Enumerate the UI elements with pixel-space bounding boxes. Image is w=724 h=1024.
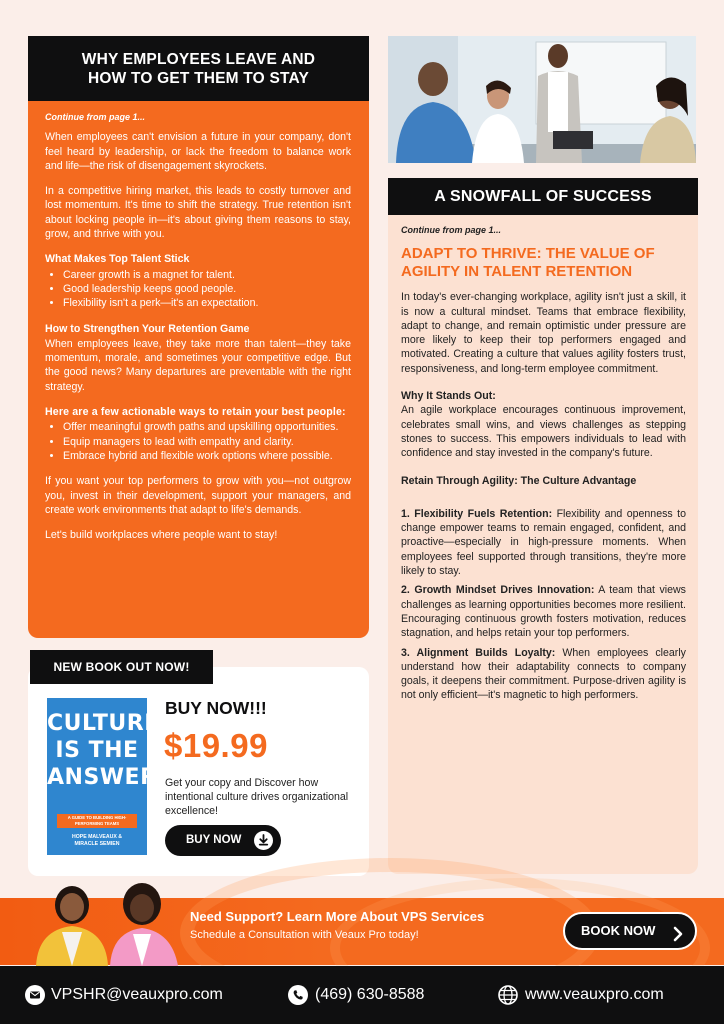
section-title: How to Strengthen Your Retention Game [45, 322, 250, 335]
continue-note: Continue from page 1... [401, 225, 502, 235]
website-link[interactable]: www.veauxpro.com [525, 986, 664, 1003]
book-now-button[interactable] [563, 912, 697, 950]
list-item: • Embrace hybrid and flexible work options where possible. [63, 449, 351, 463]
actions-list [63, 420, 351, 463]
buy-now-button[interactable] [165, 825, 281, 856]
section-title: Why It Stands Out: [401, 390, 496, 403]
mail-icon [25, 985, 45, 1010]
support-subheading: Schedule a Consultation with Veaux Pro today! [190, 929, 419, 941]
paragraph: In today's ever-changing workplace, agility isn't just a skill, it is now a cultural mindset. Teams that embrace flexibility, adapt to change, and remain optimistic under pressure are more likely to keep their top performers engaged and motivated. Creating a culture that values agility fosters trust, responsiveness, and long-term employee commitment. [401, 291, 686, 375]
list-item: • Flexibility isn't a perk—it's an expectation. [63, 296, 351, 310]
agility-article-body [388, 215, 698, 703]
phone-icon [288, 985, 308, 1010]
section-title: Retain Through Agility: The Culture Advantage [401, 474, 637, 487]
cover-subtitle: A GUIDE TO BUILDING HIGH-PERFORMING TEAMS [57, 814, 137, 828]
retention-title-line1: WHY EMPLOYEES LEAVE AND [81, 51, 316, 68]
paragraph: When employees can't envision a future in your company, don't feel heard by leadership, or lack the freedom to balance work and life—the risk of disengagement skyrockets. [45, 131, 351, 172]
consultant-photo [22, 880, 182, 966]
cover-line: IS THE [55, 738, 139, 763]
globe-icon [498, 985, 518, 1010]
cover-title [47, 710, 160, 791]
agility-article-card [388, 178, 698, 874]
snowfall-header: A SNOWFALL OF SUCCESS [388, 178, 698, 215]
point-paragraph [401, 583, 686, 640]
paragraph: In a competitive hiring market, this leads to costly turnover and lost momentum. It's time to shift the strategy. True retention isn't about locking people in—it's about giving them reasons to stay, grow, and thrive with you. [45, 185, 351, 241]
point-title: 2. Growth Mindset Drives Innovation: [401, 584, 595, 597]
paragraph: An agile workplace encourages continuous improvement, celebrates small wins, and views challenges as stepping stones to success. This empowers individuals to lead with confidence and stay invested in the company's future. [401, 404, 686, 460]
book-description: Get your copy and Discover how intentional culture drives organizational excellence! [165, 777, 349, 817]
book-price: $19.99 [164, 727, 268, 764]
list-item: • Career growth is a magnet for talent. [63, 268, 351, 282]
email-link[interactable]: VPSHR@veauxpro.com [51, 986, 223, 1003]
chevron-right-icon [671, 922, 685, 956]
paragraph: When employees leave, they take more than talent—they take momentum, morale, and sometimes your competitive edge. But the good news? Many departures are preventable with the right strategy. [45, 337, 351, 393]
point-paragraph [401, 646, 686, 703]
list-item: • Good leadership keeps good people. [63, 282, 351, 296]
continue-note: Continue from page 1... [45, 112, 146, 122]
phone-link[interactable]: (469) 630-8588 [315, 986, 425, 1003]
book-now-label: BOOK NOW [581, 923, 656, 938]
new-book-tab: NEW BOOK OUT NOW! [30, 650, 213, 684]
meeting-photo [388, 36, 696, 163]
cover-author: HOPE MALVEAUX & [71, 834, 123, 840]
point-text: When employees clearly understand how their adaptability connects to company goals, it deepens their commitment. Purpose-driven agility is not only efficient—it's magnetic to high performers. [401, 646, 686, 702]
point-text: A team that views challenges as learning opportunities becomes more resilient. Encouraging continuous growth fosters motivation, reduces stagnation, and helps retain your top performers. [401, 584, 686, 640]
retention-article-header [28, 36, 369, 101]
point-title: 3. Alignment Builds Loyalty: [401, 646, 556, 659]
cover-authors [51, 834, 143, 848]
point-paragraph [401, 507, 686, 578]
talent-list [63, 268, 351, 311]
point-text: Flexibility and openness to change empower teams to remain engaged, confident, and proactive—especially in high-pressure moments. When employees feel supported through transitions, they're more likely to stay. [401, 507, 686, 578]
cover-line: CULTURE [47, 711, 160, 736]
cover-line: ANSWER [47, 765, 158, 790]
buy-now-label: BUY NOW [186, 834, 242, 846]
support-heading: Need Support? Learn More About VPS Services [190, 909, 485, 924]
retention-title-line2: HOW TO GET THEM TO STAY [87, 70, 310, 87]
paragraph: Let's build workplaces where people want to stay! [45, 529, 278, 542]
buy-now-heading: BUY NOW!!! [165, 698, 267, 718]
download-icon [254, 831, 273, 850]
cover-author: MIRACLE SEMIEN [74, 841, 120, 847]
list-item: • Equip managers to lead with empathy and clarity. [63, 435, 351, 449]
retention-article-card [28, 36, 369, 638]
agility-title: ADAPT TO THRIVE: THE VALUE OF AGILITY IN TALENT RETENTION [401, 245, 655, 280]
retention-article-body [28, 101, 369, 542]
list-item: • Offer meaningful growth paths and upskilling opportunities. [63, 420, 351, 434]
point-title: 1. Flexibility Fuels Retention: [401, 507, 553, 520]
section-title: What Makes Top Talent Stick [45, 253, 190, 266]
paragraph: If you want your top performers to grow with you—not outgrow you, invest in their development, support your managers, and create work environments that adapt to life's demands. [45, 475, 351, 516]
section-title: Here are a few actionable ways to retain your best people: [45, 406, 346, 419]
book-cover-image[interactable] [47, 698, 160, 855]
